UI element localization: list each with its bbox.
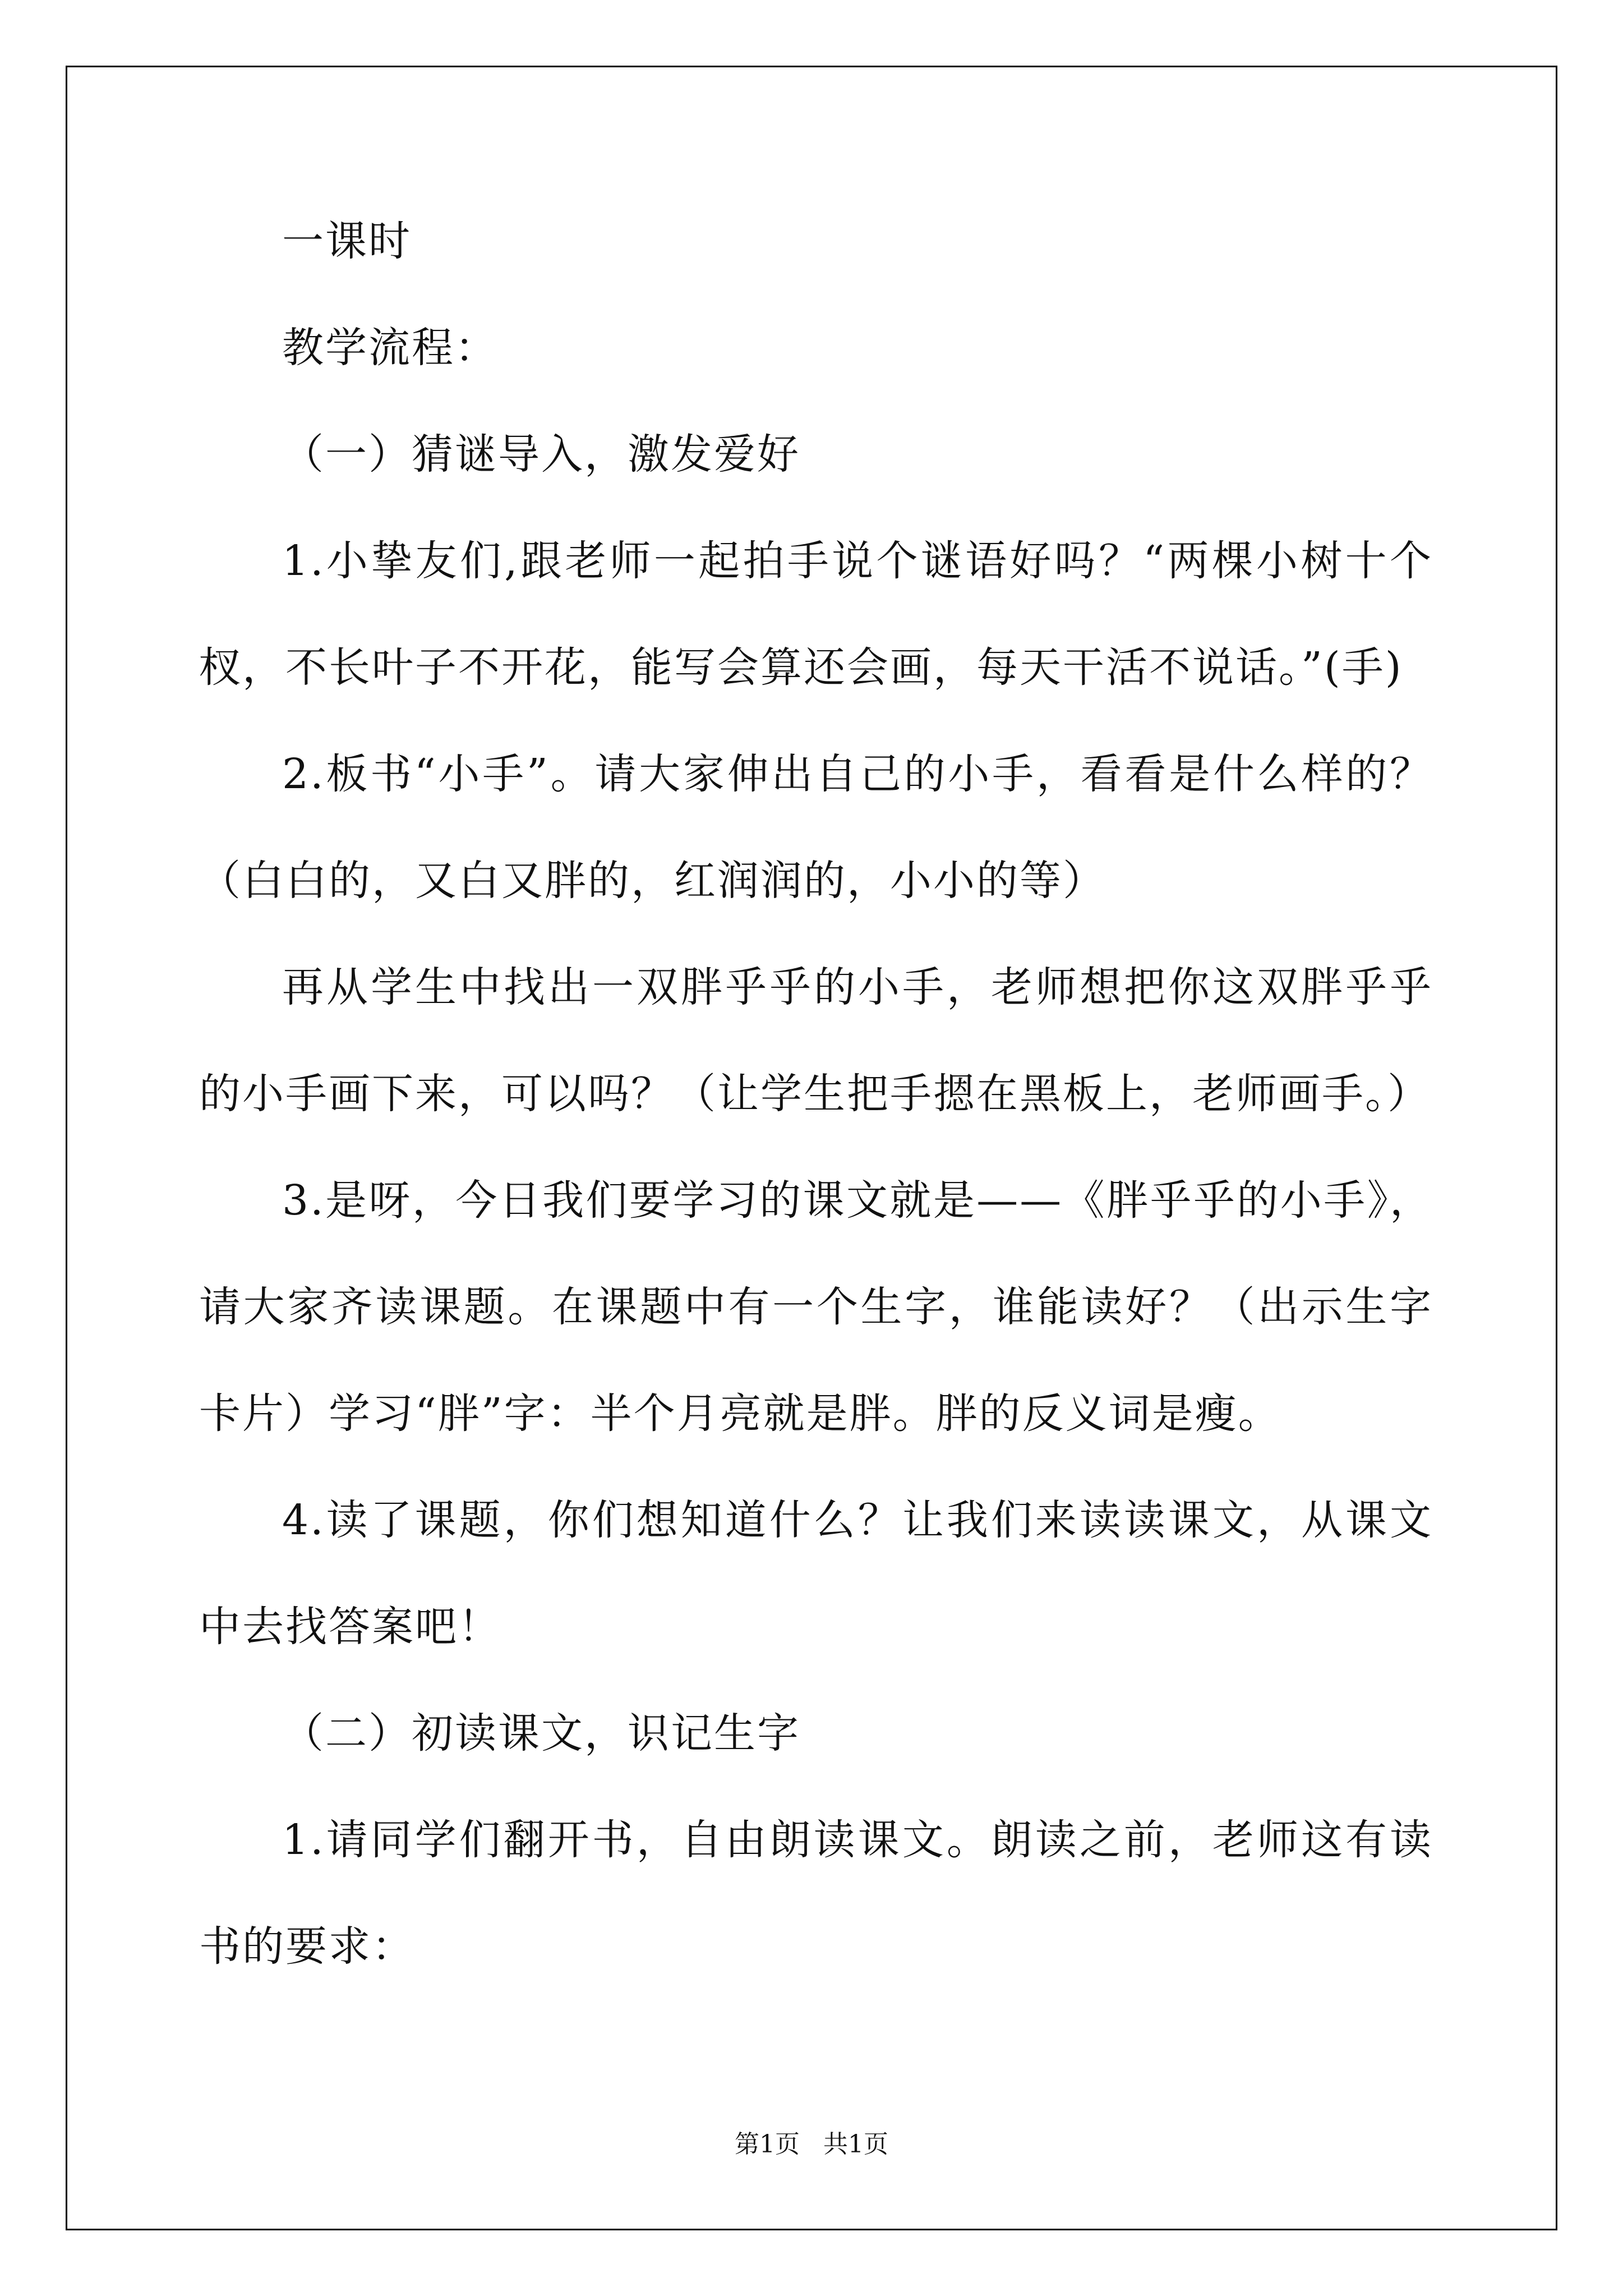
section-heading-riddle-intro: （一）猜谜导入，激发爱好 [282,430,800,478]
paragraph-lesson-period: 一课时 [282,217,412,265]
document-body [199,188,1433,2000]
paragraph-reading-step-1: 1.请同学们翻开书，自由朗读课文。朗读之前，老师这有读书的要求： [199,1816,1433,1971]
paragraph-step-1: 1.小挚友们,跟老师一起拍手说个谜语好吗？“两棵小树十个杈，不长叶子不开花，能写会算还会画，每天干活不说话。”(手) [199,537,1433,692]
paragraph-teaching-process: 教学流程： [282,324,498,372]
page-number-footer: 第1页 共1页 [735,2130,888,2159]
paragraph-step-2: 2.板书“小手”。请大家伸出自己的小手，看看是什么样的？（白白的，又白又胖的，红润润的，小小的等） [199,750,1433,905]
paragraph-step-4: 4.读了课题，你们想知道什么？让我们来读读课文，从课文中去找答案吧！ [199,1496,1433,1651]
section-heading-first-reading: （二）初读课文，识记生字 [282,1709,800,1757]
paragraph-step-3: 3.是呀，今日我们要学习的课文就是——《胖乎乎的小手》，请大家齐读课题。在课题中有一个生字，谁能读好？（出示生字卡片）学习“胖”字：半个月亮就是胖。胖的反义词是瘦。 [199,1176,1433,1438]
paragraph-draw-hand: 再从学生中找出一双胖乎乎的小手，老师想把你这双胖乎乎的小手画下来，可以吗？（让学生把手摁在黑板上，老师画手。） [199,963,1433,1118]
